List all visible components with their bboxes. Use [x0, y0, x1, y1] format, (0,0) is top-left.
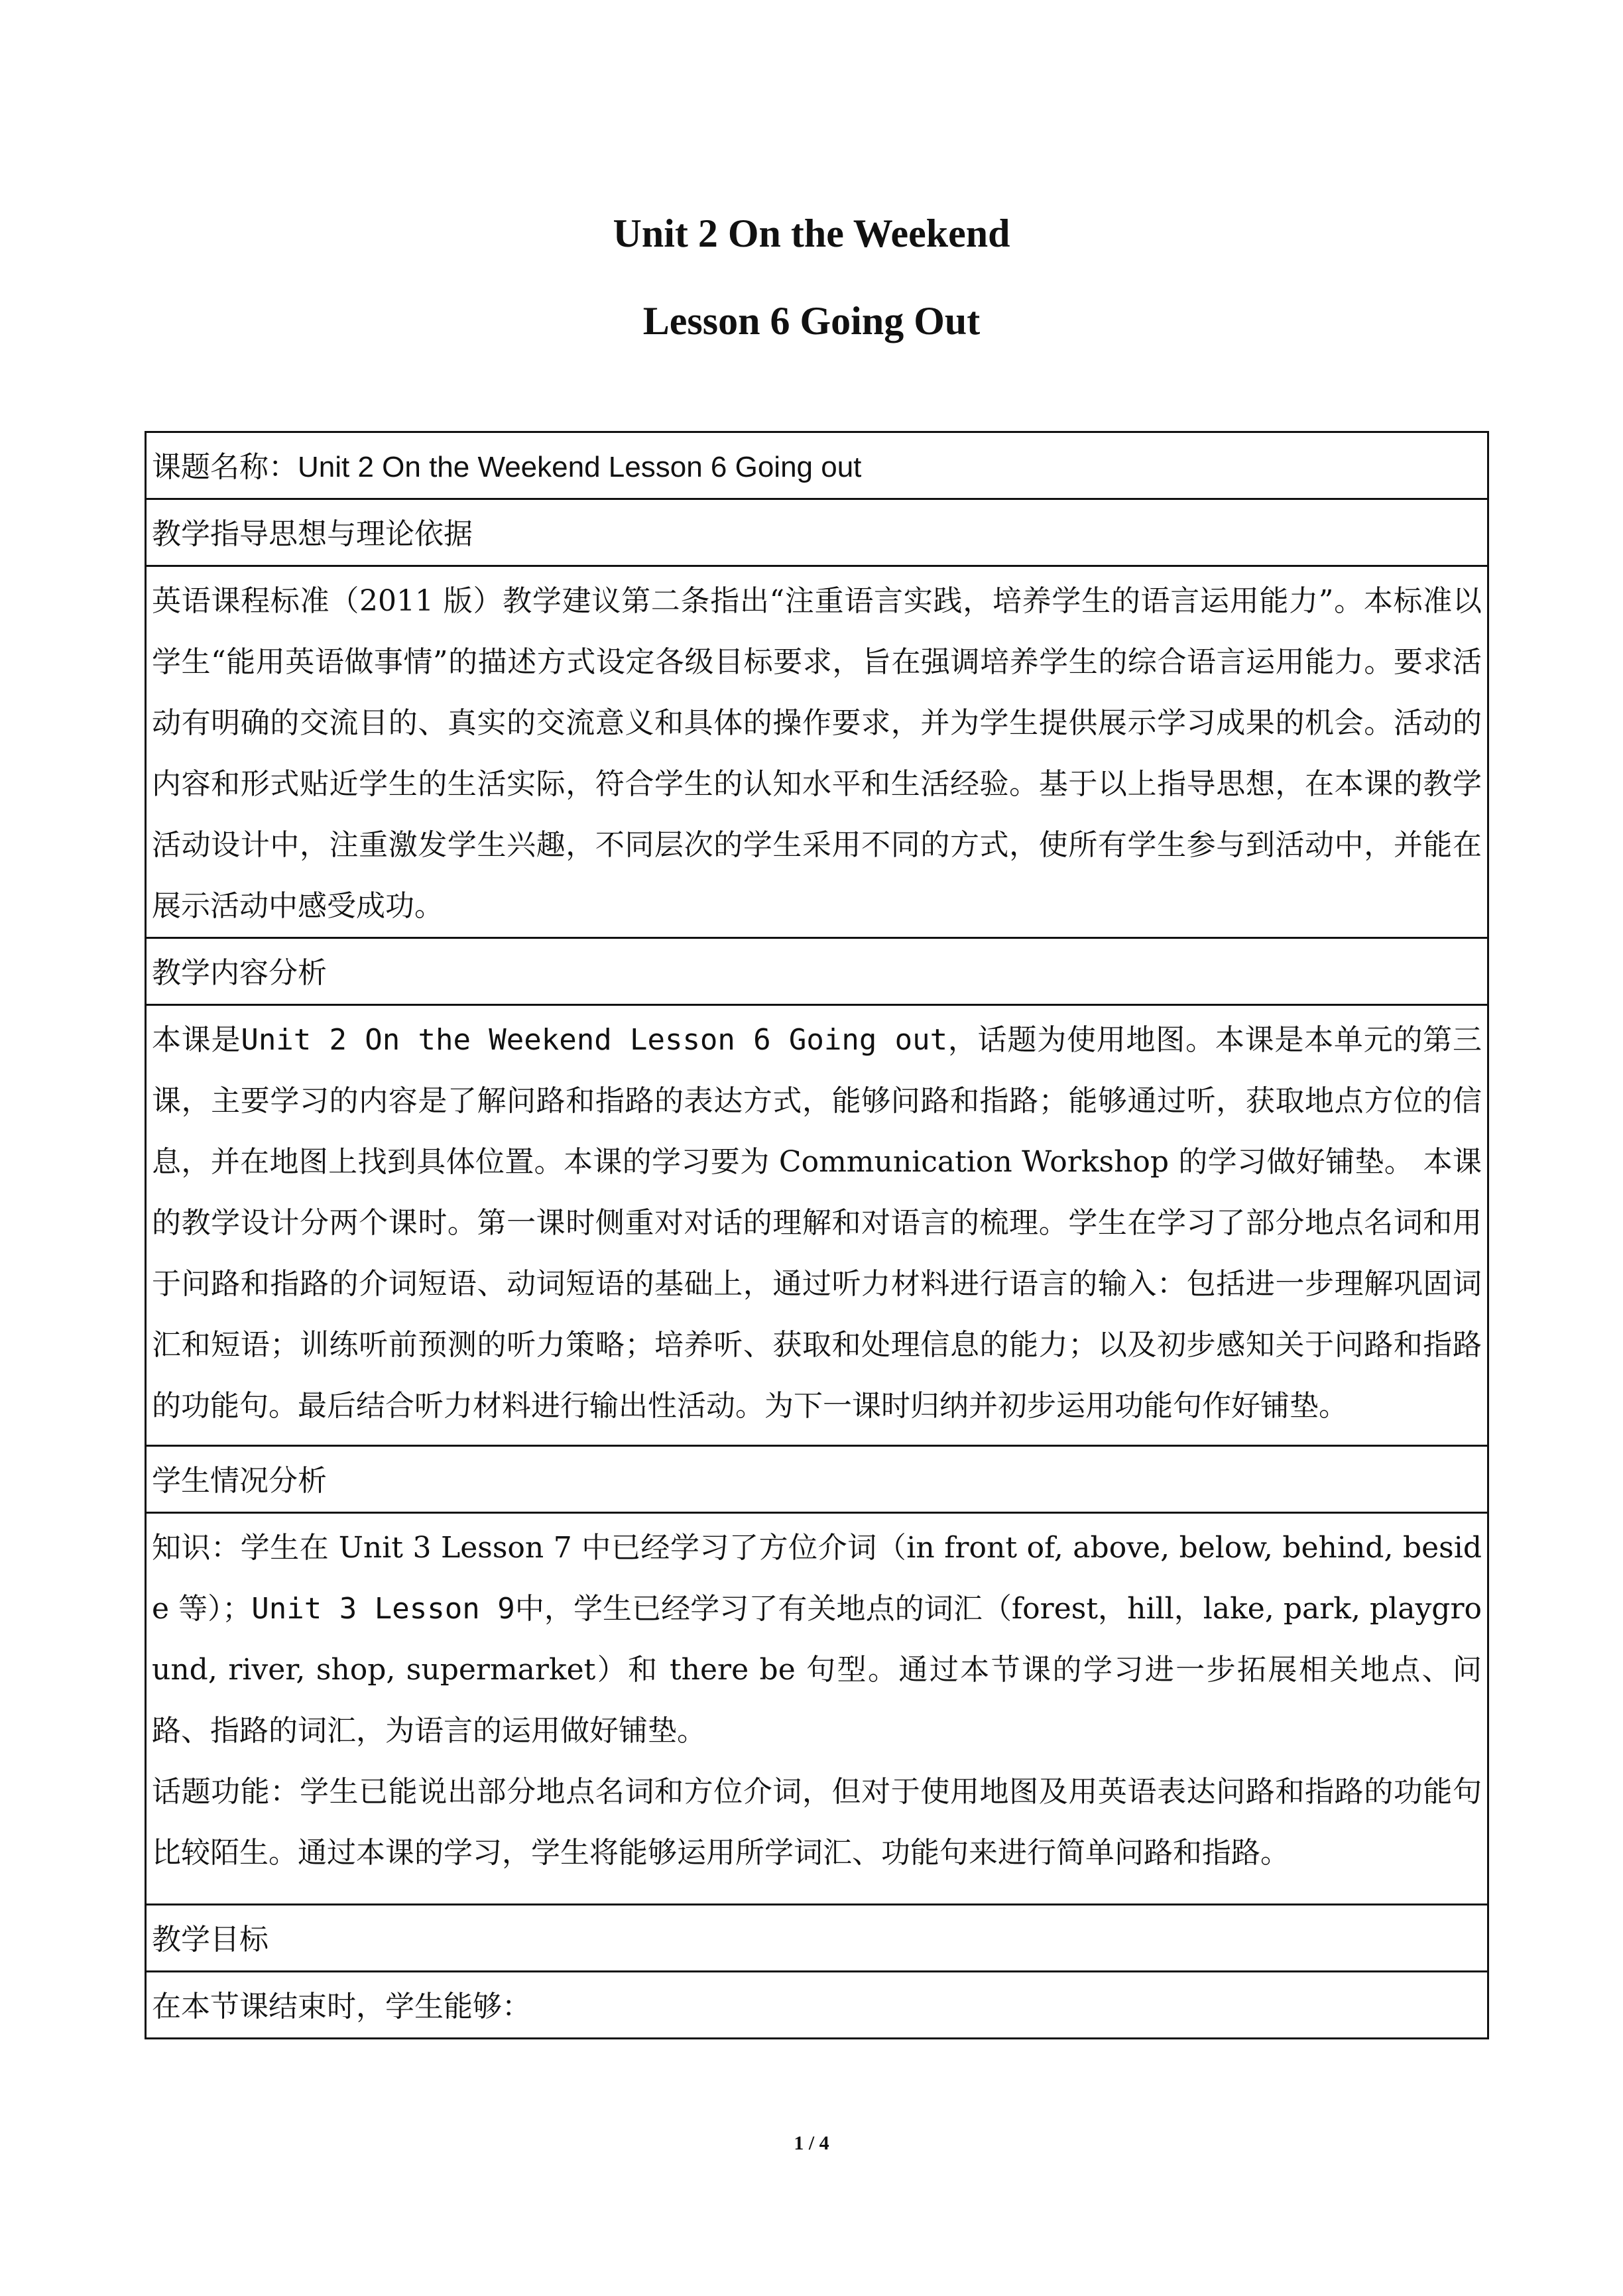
course-name-row [146, 432, 1488, 499]
section-title-row [146, 499, 1488, 566]
document-title: Unit 2 On the Weekend [613, 211, 1010, 255]
section-body-row [146, 1513, 1488, 1905]
section-title-row [146, 1446, 1488, 1513]
section-objectives-title: 教学目标 [146, 1905, 1488, 1972]
content-analysis-text: ，话题为使用地图。本课是本单元的第三课，主要学习的内容是了解问路和指路的表达方式，能够问路和指路；能够通过听，获取地点方位的信息，并在地图上找到具体位置。本课的学习要为 Communication Workshop 的学习做好铺垫。 本课的教学设计分两个课时。第一课时侧重对对话的理解和对语言的梳理。学生在学习了部分地点名词和用于问路和指路的介词短语、动词短语的基础上，通过听力材料进行语言的输入：包括进一步理解巩固词汇和短语；训练听前预测的听力策略；培养听、获取和处理信息的能力；以及初步感知关于问路和指路的功能句。最后结合听力材料进行输出性活动。为下一课时归纳并初步运用功能句作好铺垫。 [152, 1023, 1482, 1423]
section-title-row [146, 1905, 1488, 1972]
student-knowledge-paragraph [152, 1518, 1482, 1762]
section-guiding-theory-body [146, 566, 1488, 938]
section-body-row [146, 1005, 1488, 1446]
content-analysis-lesson-code: Unit 2 On the Weekend Lesson 6 Going out [241, 1023, 948, 1057]
section-title-row [146, 938, 1488, 1005]
section-objectives-body: 在本节课结束时，学生能够： [146, 1972, 1488, 2039]
section-content-analysis-body [146, 1005, 1488, 1446]
page-number: 1 / 4 [794, 2132, 829, 2154]
section-student-analysis-title: 学生情况分析 [146, 1446, 1488, 1513]
content-analysis-prefix: 本课是 [152, 1023, 241, 1057]
section-body-row [146, 566, 1488, 938]
course-name-label: 课题名称： [152, 450, 298, 484]
course-name-cell [146, 432, 1488, 499]
student-knowledge-lesson-code: Unit 3 Lesson 9 [251, 1592, 515, 1626]
section-body-row [146, 1972, 1488, 2039]
guiding-theory-paragraph: 英语课程标准（2011 版）教学建议第二条指出“注重语言实践，培养学生的语言运用能力”。本标准以学生“能用英语做事情”的描述方式设定各级目标要求，旨在强调培养学生的综合语言运用能力。要求活动有明确的交流目的、真实的交流意义和具体的操作要求，并为学生提供展示学习成果的机会。活动的内容和形式贴近学生的生活实际，符合学生的认知水平和生活经验。基于以上指导思想，在本课的教学活动设计中，注重激发学生兴趣，不同层次的学生采用不同的方式，使所有学生参与到活动中，并能在展示活动中感受成功。 [152, 584, 1482, 923]
section-student-analysis-body [146, 1513, 1488, 1905]
student-knowledge-text-b: 中，学生已经学习了有关地点的词汇（forest，hill，lake, park, playground, river, shop, supermarket）和 there be 句型。通过本节课的学习进一步拓展相关地点、问路、指路的词汇，为语言的运用做好铺垫。 [152, 1592, 1482, 1748]
student-function-paragraph: 话题功能：学生已能说出部分地点名词和方位介词，但对于使用地图及用英语表达问路和指路的功能句比较陌生。通过本课的学习，学生将能够运用所学词汇、功能句来进行简单问路和指路。 [152, 1775, 1482, 1870]
content-analysis-paragraph [152, 1010, 1482, 1437]
course-name-value: Unit 2 On the Weekend Lesson 6 Going out [298, 451, 862, 483]
document-subtitle: Lesson 6 Going Out [642, 299, 981, 343]
lesson-plan-table [145, 431, 1489, 2039]
section-content-analysis-title: 教学内容分析 [146, 938, 1488, 1005]
student-knowledge-text-a: 知识：学生在 Unit 3 Lesson 7 中已经学习了方位介词（in front of, above, below, behind, beside 等）； [152, 1531, 1482, 1626]
section-guiding-theory-title: 教学指导思想与理论依据 [146, 499, 1488, 566]
